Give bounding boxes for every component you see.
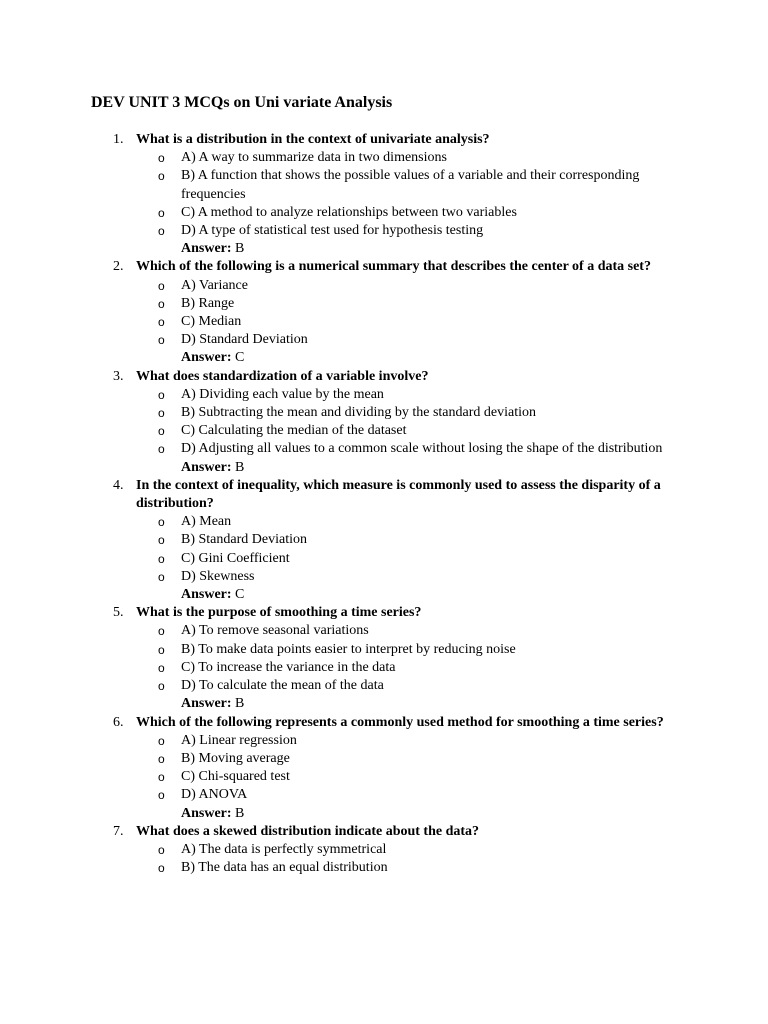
- option-item: [136, 841, 681, 859]
- answer-line: [136, 459, 676, 477]
- option-text: B) Subtracting the mean and dividing by the standard deviation: [181, 405, 536, 421]
- option-text: C) Gini Coefficient: [181, 550, 290, 566]
- option-text: C) A method to analyze relationships between two variables: [181, 204, 517, 220]
- question-item: [0, 823, 676, 878]
- question-number: 7.: [113, 823, 124, 839]
- answer-line: [136, 240, 676, 258]
- bullet-icon: o: [158, 861, 165, 876]
- bullet-icon: o: [158, 387, 165, 402]
- answer-value: B: [235, 696, 245, 712]
- option-item: [136, 859, 681, 877]
- question-number: 6.: [113, 714, 124, 730]
- question-number: 5.: [113, 605, 124, 621]
- bullet-icon: o: [158, 424, 165, 439]
- option-text: A) Mean: [181, 514, 232, 530]
- answer-value: C: [235, 587, 245, 603]
- question-text: Which of the following is a numerical summary that describes the center of a data set?: [136, 259, 651, 275]
- bullet-icon: o: [158, 333, 165, 348]
- option-list: [136, 277, 676, 350]
- bullet-icon: o: [158, 296, 165, 311]
- answer-line: [136, 586, 676, 604]
- option-item: [136, 531, 681, 549]
- option-item: [136, 167, 681, 203]
- bullet-icon: o: [158, 551, 165, 566]
- option-item: [136, 641, 681, 659]
- answer-label: Answer:: [181, 350, 232, 366]
- option-item: [136, 550, 681, 568]
- question-item: [0, 131, 676, 258]
- question-text: What does standardization of a variable involve?: [136, 368, 429, 384]
- option-text: A) The data is perfectly symmetrical: [181, 841, 387, 857]
- answer-label: Answer:: [181, 587, 232, 603]
- answer-line: [136, 695, 676, 713]
- option-item: [136, 732, 681, 750]
- bullet-icon: o: [158, 770, 165, 785]
- question-number: 2.: [113, 259, 124, 275]
- answer-value: B: [235, 241, 245, 257]
- bullet-icon: o: [158, 169, 165, 184]
- option-text: A) Variance: [181, 277, 248, 293]
- bullet-icon: o: [158, 842, 165, 857]
- question-item: [0, 714, 676, 823]
- bullet-icon: o: [158, 533, 165, 548]
- answer-label: Answer:: [181, 805, 232, 821]
- question-list: [0, 131, 676, 877]
- bullet-icon: o: [158, 679, 165, 694]
- option-text: A) Linear regression: [181, 732, 297, 748]
- option-text: D) Standard Deviation: [181, 332, 308, 348]
- question-text: Which of the following represents a commonly used method for smoothing a time series?: [136, 714, 664, 730]
- question-number: 3.: [113, 368, 124, 384]
- option-list: [136, 732, 676, 805]
- bullet-icon: o: [158, 569, 165, 584]
- option-item: [136, 313, 681, 331]
- bullet-icon: o: [158, 660, 165, 675]
- option-list: [136, 149, 676, 240]
- option-text: C) Chi-squared test: [181, 769, 290, 785]
- option-list: [136, 622, 676, 695]
- bullet-icon: o: [158, 406, 165, 421]
- option-item: [136, 568, 681, 586]
- option-item: [136, 622, 681, 640]
- option-text: D) To calculate the mean of the data: [181, 678, 384, 694]
- answer-value: B: [235, 459, 245, 475]
- option-item: [136, 768, 681, 786]
- option-item: [136, 331, 681, 349]
- bullet-icon: o: [158, 278, 165, 293]
- option-text: B) To make data points easier to interpret by reducing noise: [181, 641, 516, 657]
- option-item: [136, 677, 681, 695]
- option-item: [136, 204, 681, 222]
- option-item: [136, 295, 681, 313]
- option-item: [136, 440, 681, 458]
- option-item: [136, 149, 681, 167]
- bullet-icon: o: [158, 315, 165, 330]
- question-number: 4.: [113, 477, 124, 493]
- option-text: B) Moving average: [181, 750, 290, 766]
- option-item: [136, 422, 681, 440]
- option-item: [136, 404, 681, 422]
- option-text: C) To increase the variance in the data: [181, 659, 396, 675]
- option-text: C) Median: [181, 314, 242, 330]
- option-text: D) ANOVA: [181, 787, 248, 803]
- option-list: [136, 841, 676, 877]
- answer-label: Answer:: [181, 241, 232, 257]
- option-text: D) Adjusting all values to a common scale without losing the shape of the distribution: [181, 441, 663, 457]
- option-text: A) A way to summarize data in two dimensions: [181, 150, 447, 166]
- answer-label: Answer:: [181, 696, 232, 712]
- answer-value: C: [235, 350, 245, 366]
- answer-label: Answer:: [181, 459, 232, 475]
- option-text: D) Skewness: [181, 568, 255, 584]
- question-item: [0, 368, 676, 477]
- option-item: [136, 659, 681, 677]
- bullet-icon: o: [158, 642, 165, 657]
- question-text: What does a skewed distribution indicate about the data?: [136, 823, 480, 839]
- option-text: B) A function that shows the possible values of a variable and their corresponding frequencies: [181, 168, 640, 202]
- bullet-icon: o: [158, 224, 165, 239]
- option-text: B) Range: [181, 295, 235, 311]
- option-text: B) The data has an equal distribution: [181, 860, 388, 876]
- question-text: In the context of inequality, which measure is commonly used to assess the disparity of a distribution?: [136, 477, 661, 512]
- option-list: [136, 386, 676, 459]
- question-item: [0, 258, 676, 367]
- option-text: A) To remove seasonal variations: [181, 623, 369, 639]
- bullet-icon: o: [158, 733, 165, 748]
- bullet-icon: o: [158, 751, 165, 766]
- document-title: DEV UNIT 3 MCQs on Uni variate Analysis: [91, 94, 393, 111]
- option-item: [136, 386, 681, 404]
- bullet-icon: o: [158, 151, 165, 166]
- option-text: B) Standard Deviation: [181, 532, 307, 548]
- bullet-icon: o: [158, 442, 165, 457]
- option-item: [136, 750, 681, 768]
- bullet-icon: o: [158, 515, 165, 530]
- option-item: [136, 222, 681, 240]
- answer-line: [136, 805, 676, 823]
- answer-value: B: [235, 805, 245, 821]
- option-text: C) Calculating the median of the dataset: [181, 423, 407, 439]
- question-text: What is a distribution in the context of univariate analysis?: [136, 132, 490, 147]
- option-item: [136, 513, 681, 531]
- option-item: [136, 277, 681, 295]
- question-text: What is the purpose of smoothing a time series?: [136, 605, 422, 621]
- question-item: [0, 477, 676, 604]
- option-text: D) A type of statistical test used for hypothesis testing: [181, 223, 484, 239]
- answer-line: [136, 349, 676, 367]
- bullet-icon: o: [158, 788, 165, 803]
- option-list: [136, 513, 676, 586]
- bullet-icon: o: [158, 205, 165, 220]
- option-item: [136, 786, 681, 804]
- question-item: [0, 604, 676, 713]
- bullet-icon: o: [158, 624, 165, 639]
- question-number: 1.: [113, 132, 124, 147]
- option-text: A) Dividing each value by the mean: [181, 386, 384, 402]
